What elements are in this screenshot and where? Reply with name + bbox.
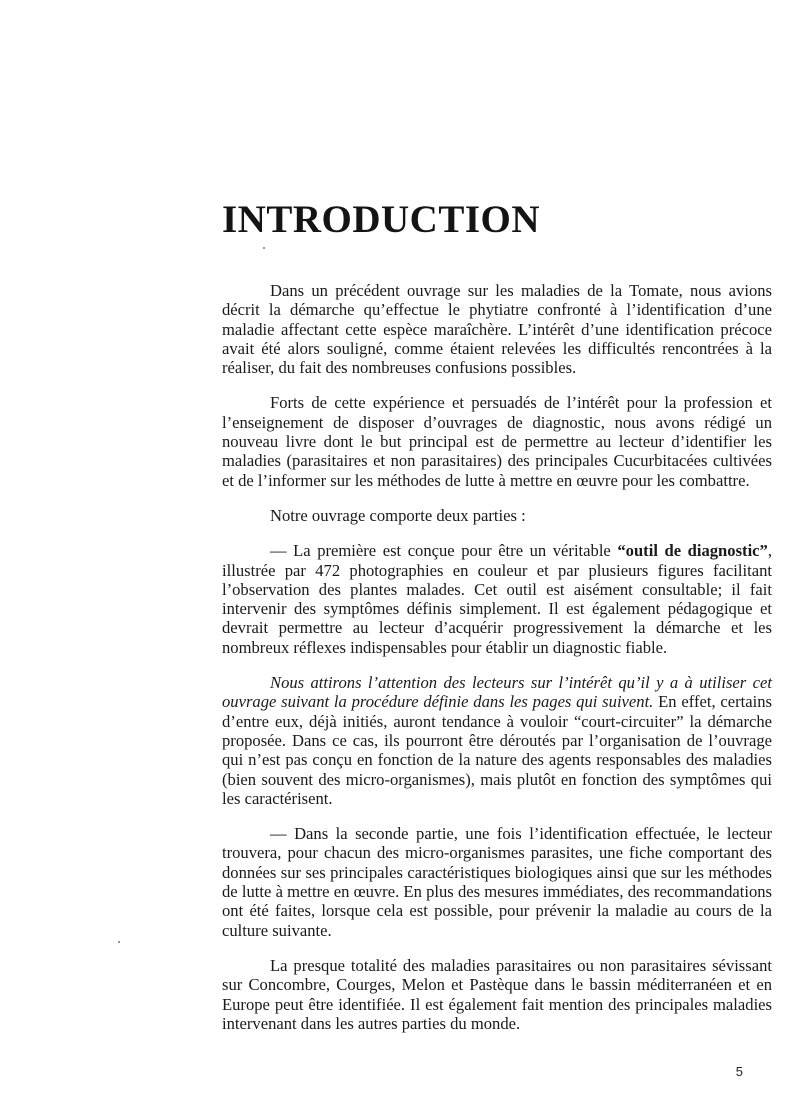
scan-speck <box>118 941 120 943</box>
paragraph-4-emphasis: “outil de diagnostic” <box>617 541 768 561</box>
paragraph-3: Notre ouvrage comporte deux parties : <box>270 505 526 525</box>
paragraph-4 <box>222 541 772 657</box>
scan-speck <box>263 247 265 249</box>
paragraph-4-rest: , illustrée par 472 photographies en couleur et par plusieurs figures facilitant l’observation des plantes malades. Cet outil est aisément consultable; il fait intervenir des symptômes définis simplement. Il est également pédagogique et devrait permettre au lecteur d’acquérir progressivement la démarche et les nombreux réflexes indispensables pour établir un diagnostic fiable. <box>222 541 772 657</box>
paragraph-5-rest: En effet, certains d’entre eux, déjà initiés, auront tendance à vouloir “court-circuiter” la démarche proposée. Dans ce cas, ils pourront être déroutés par l’organisation de l’ouvrage qui n’est pas conçu en fonction de la nature des agents responsables des maladies (bien souvent des micro-organismes), mais plutôt en fonction des symptômes qui les caractérisent. <box>222 692 772 808</box>
body-text <box>222 281 772 1049</box>
page-title: INTRODUCTION <box>222 198 541 241</box>
paragraph-7: La presque totalité des maladies parasitaires ou non parasitaires sévissant sur Concombre, Courges, Melon et Pastèque dans le bassin méditerranéen et en Europe peut être identifiée. Il est également fait mention des principales maladies intervenant dans les autres parties du monde. <box>222 955 772 1033</box>
paragraph-1: Dans un précédent ouvrage sur les maladies de la Tomate, nous avions décrit la démarche qu’effectue le phytiatre confronté à l’identification d’une maladie affectant cette espèce maraîchère. L’intérêt d’une identification précoce avait été alors souligné, comme étaient relevées les difficultés rencontrées à la réaliser, du fait des nombreuses confusions possibles. <box>222 281 772 378</box>
page-number: 5 <box>735 1064 743 1079</box>
paragraph-5-italic: Nous attirons l’attention des lecteurs sur l’intérêt qu’il y a à utiliser cet ouvrage suivant la procédure définie dans les pages qui suivent. <box>222 673 772 712</box>
paragraph-6: — Dans la seconde partie, une fois l’identification effectuée, le lecteur trouvera, pour chacun des micro-organismes parasites, une fiche comportant des données sur ses principales caractéristiques biologiques ainsi que sur les méthodes de lutte à mettre en œuvre. En plus des mesures immédiates, des recommandations ont été faites, lorsque cela est possible, pour prévenir la maladie au cours de la culture suivante. <box>222 824 772 940</box>
paragraph-2: Forts de cette expérience et persuadés de l’intérêt pour la profession et l’enseignement de disposer d’ouvrages de diagnostic, nous avons rédigé un nouveau livre dont le but principal est de permettre au lecteur d’identifier les maladies (parasitaires et non parasitaires) des principales Cucurbitacées cultivées et de l’informer sur les méthodes de lutte à mettre en œuvre pour les combattre. <box>222 393 772 490</box>
paragraph-5 <box>222 673 772 808</box>
paragraph-4-lead: — La première est conçue pour être un véritable <box>270 541 618 561</box>
